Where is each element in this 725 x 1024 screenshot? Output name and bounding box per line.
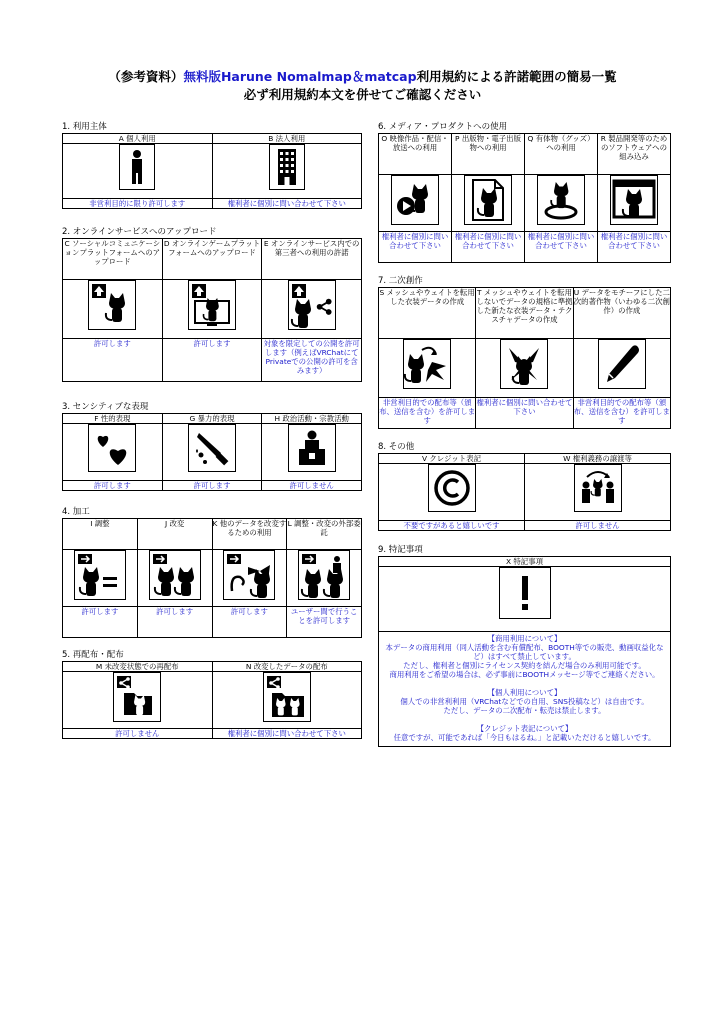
cell-status: 許可します bbox=[162, 339, 262, 382]
license-table bbox=[62, 133, 362, 209]
cell-header: E オンラインサービス内での第三者への利用の許諾 bbox=[262, 239, 362, 280]
cell-header: F 性的表現 bbox=[63, 414, 163, 424]
cell-status: 権利者に個別に問い合わせて下さい bbox=[476, 398, 573, 429]
video-icon bbox=[391, 175, 439, 225]
cell-header: B 法人利用 bbox=[212, 134, 362, 144]
cell-status: 権利者に個別に問い合わせて下さい bbox=[452, 232, 525, 263]
section-processing bbox=[62, 507, 362, 638]
outsource-icon bbox=[298, 550, 350, 600]
title-suffix: 利用規約による許諾範囲の簡易一覧 bbox=[416, 69, 617, 84]
cell-status: 許可しません bbox=[525, 521, 671, 531]
cell-status: 権利者に個別に問い合わせて下さい bbox=[379, 232, 452, 263]
cell-status: 許可します bbox=[63, 607, 138, 638]
commercial-use-text: 商用利用をご希望の場合は、必ず事前にBOOTHメッセージ等でご連絡ください。 bbox=[389, 670, 660, 679]
section-title: 9. 特記事項 bbox=[378, 545, 423, 555]
cell-status: 権利者に個別に問い合わせて下さい bbox=[212, 729, 362, 739]
license-table bbox=[378, 453, 671, 531]
cell-header: C ソーシャルコミュニケーションプラットフォームへのアップロード bbox=[63, 239, 163, 280]
cell-status: 不要ですがあると嬉しいです bbox=[379, 521, 525, 531]
cell-header: I 調整 bbox=[63, 519, 138, 550]
cell-header: U データをモチーフにした二次的著作物（いわゆる二次創作）の作成 bbox=[573, 288, 670, 339]
adjust-icon bbox=[74, 550, 126, 600]
section-title: 2. オンラインサービスへのアップロード bbox=[62, 227, 217, 237]
cell-header: N 改変したデータの配布 bbox=[212, 662, 362, 672]
upload-share-icon bbox=[288, 280, 336, 330]
cell-header: M 未改変状態での再配布 bbox=[63, 662, 213, 672]
pen-icon bbox=[598, 339, 646, 389]
personal-use-text: 個人での非営利利用（VRChatなどでの自用、SNS投稿など）は自由です。 bbox=[400, 697, 649, 706]
upload-cat-icon bbox=[88, 280, 136, 330]
cell-header: Q 有体物（グッズ）への利用 bbox=[525, 134, 598, 175]
cell-status: ユーザー間で行うことを許可します bbox=[287, 607, 362, 638]
special-notes-table bbox=[378, 556, 671, 747]
cell-status: 非営利目的での配布等（頒布、送信を含む）を許可します bbox=[379, 398, 476, 429]
section-other bbox=[378, 442, 671, 531]
cell-header: G 暴力的表現 bbox=[162, 414, 262, 424]
license-table bbox=[62, 518, 362, 638]
license-table bbox=[62, 413, 362, 491]
page-title bbox=[0, 68, 725, 86]
cell-status: 権利者に個別に問い合わせて下さい bbox=[598, 232, 671, 263]
person-icon bbox=[119, 144, 155, 190]
license-table bbox=[62, 661, 362, 739]
section-title: 6. メディア・プロダクトへの使用 bbox=[378, 122, 508, 132]
document-icon bbox=[464, 175, 512, 225]
cell-header: S メッシュやウェイトを転用した衣装データの作成 bbox=[379, 288, 476, 339]
cell-header: D オンラインゲームプラットフォームへのアップロード bbox=[162, 239, 262, 280]
license-table bbox=[378, 133, 671, 263]
credit-text: 任意ですが、可能であれば「今日もはるね。」と記載いただけると嬉しいです。 bbox=[393, 733, 656, 742]
cell-status: 許可しません bbox=[262, 481, 362, 491]
share-folder-icon bbox=[113, 672, 161, 722]
section-online-upload bbox=[62, 227, 362, 382]
copyright-icon bbox=[428, 464, 476, 512]
cell-status: 対象を限定しての公開を許可します（例えばVRChatにてPrivateでの公開の許可を含みます） bbox=[262, 339, 362, 382]
podium-icon bbox=[288, 424, 336, 472]
cell-header: R 製品開発等のためのソフトウェアへの組み込み bbox=[598, 134, 671, 175]
mesh-transfer-icon bbox=[403, 339, 451, 389]
ribbon-icon bbox=[500, 339, 548, 389]
section-special-notes bbox=[378, 545, 671, 747]
cell-status: 許可します bbox=[137, 607, 212, 638]
personal-use-text: ただし、データの二次配布・転売は禁止します。 bbox=[443, 706, 606, 715]
personal-use-heading: 【個人利用について】 bbox=[487, 688, 562, 697]
commercial-use-heading: 【商用利用について】 bbox=[487, 634, 562, 643]
title-product: 無料版Harune Nomalmap＆matcap bbox=[183, 69, 417, 84]
cell-status: 許可しません bbox=[63, 729, 213, 739]
exclamation-icon bbox=[499, 567, 551, 619]
cell-header: J 改変 bbox=[137, 519, 212, 550]
cell-header: H 政治活動・宗教活動 bbox=[262, 414, 362, 424]
cell-header: T メッシュやウェイトを転用しないでデータの規格に準拠した新たな衣装データ・テクスチャデータの作成 bbox=[476, 288, 573, 339]
cell-header: X 特記事項 bbox=[379, 557, 671, 567]
cell-status: 非営利目的に限り許可します bbox=[63, 199, 213, 209]
cell-header: V クレジット表記 bbox=[379, 454, 525, 464]
cell-header: O 映像作品・配信・放送への利用 bbox=[379, 134, 452, 175]
cell-status: 許可します bbox=[162, 481, 262, 491]
modify-icon bbox=[149, 550, 201, 600]
section-sensitive bbox=[62, 402, 362, 491]
cell-status: 許可します bbox=[63, 339, 163, 382]
upload-monitor-icon bbox=[188, 280, 236, 330]
building-icon bbox=[269, 144, 305, 190]
section-title: 4. 加工 bbox=[62, 507, 90, 517]
hearts-icon bbox=[88, 424, 136, 472]
cell-header: K 他のデータを改変するための利用 bbox=[212, 519, 287, 550]
share-modified-icon bbox=[263, 672, 311, 722]
cell-header: L 調整・改変の外部委託 bbox=[287, 519, 362, 550]
cell-header: P 出版物・電子出版物への利用 bbox=[452, 134, 525, 175]
title-prefix: （参考資料） bbox=[108, 69, 184, 84]
knife-icon bbox=[188, 424, 236, 472]
bow-cat-icon bbox=[223, 550, 275, 600]
cell-header: W 権利義務の譲渡等 bbox=[525, 454, 671, 464]
cell-status: 非営利目的での配布等（頒布、送信を含む）を許可します bbox=[573, 398, 670, 429]
section-title: 8. その他 bbox=[378, 442, 415, 452]
license-table bbox=[62, 238, 362, 382]
commercial-use-text: 本データの商用利用（同人活動を含む有償配布、BOOTH等での販売、動画収益化など）はすべて禁止しています。 bbox=[385, 643, 664, 661]
section-derivative-works bbox=[378, 276, 671, 429]
cell-status: 許可します bbox=[212, 607, 287, 638]
cell-status: 権利者に個別に問い合わせて下さい bbox=[525, 232, 598, 263]
section-title: 7. 二次創作 bbox=[378, 276, 423, 286]
commercial-use-text: ただし、権利者と個別にライセンス契約を結んだ場合のみ利用可能です。 bbox=[403, 661, 646, 670]
credit-heading: 【クレジット表記について】 bbox=[476, 724, 573, 733]
cell-status: 権利者に個別に問い合わせて下さい bbox=[212, 199, 362, 209]
section-usage-subject bbox=[62, 122, 362, 209]
section-title: 5. 再配布・配布 bbox=[62, 650, 124, 660]
section-title: 3. センシティブな表現 bbox=[62, 402, 149, 412]
license-table bbox=[378, 287, 671, 429]
transfer-icon bbox=[574, 464, 622, 512]
page-subtitle: 必ず利用規約本文を併せてご確認ください bbox=[243, 87, 482, 102]
special-notes-body bbox=[379, 632, 671, 747]
cell-status: 許可します bbox=[63, 481, 163, 491]
section-media-products bbox=[378, 122, 671, 263]
section-redistribution bbox=[62, 650, 362, 739]
software-icon bbox=[610, 175, 658, 225]
section-title: 1. 利用主体 bbox=[62, 122, 107, 132]
cell-header: A 個人利用 bbox=[63, 134, 213, 144]
goods-icon bbox=[537, 175, 585, 225]
